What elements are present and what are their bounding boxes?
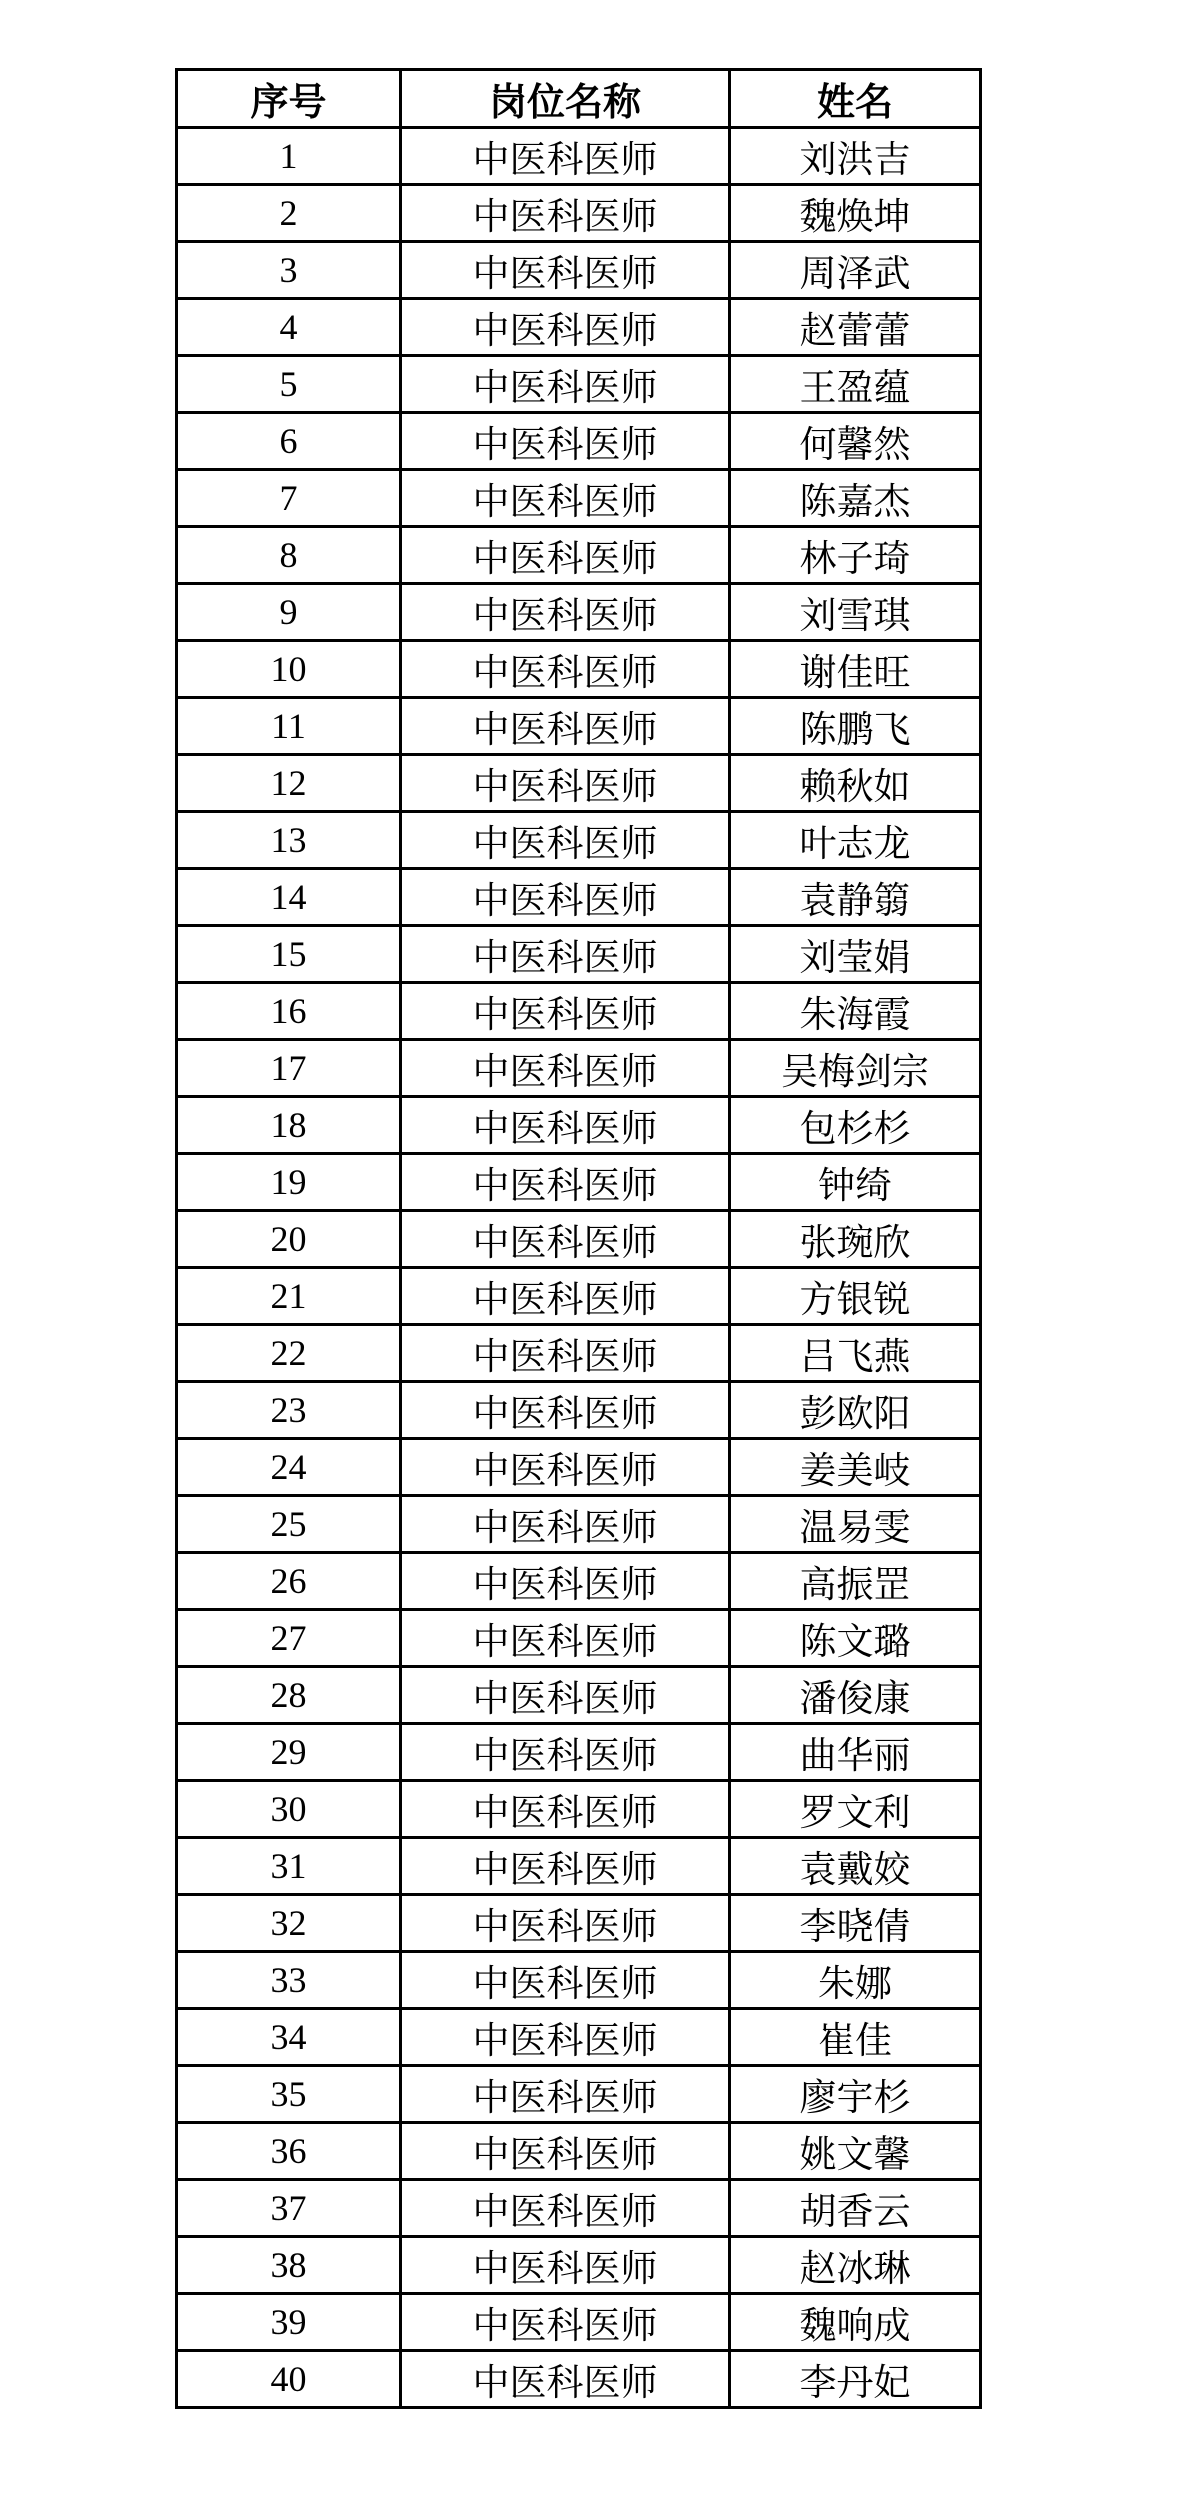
- row-position-cell: 中医科医师: [401, 2009, 730, 2066]
- row-name-cell: 曲华丽: [730, 1724, 981, 1781]
- row-position-cell: 中医科医师: [401, 1952, 730, 2009]
- row-seq-cell: 5: [177, 356, 401, 413]
- row-seq-cell: 1: [177, 128, 401, 185]
- row-seq-cell: 39: [177, 2294, 401, 2351]
- row-name-cell: 袁静篛: [730, 869, 981, 926]
- table-row: [177, 983, 981, 1040]
- table-row: [177, 1724, 981, 1781]
- row-seq-cell: 25: [177, 1496, 401, 1553]
- table-row: [177, 812, 981, 869]
- table-row: [177, 584, 981, 641]
- table-row: [177, 1667, 981, 1724]
- row-name-cell: 李晓倩: [730, 1895, 981, 1952]
- table-row: [177, 755, 981, 812]
- row-name-cell: 刘洪吉: [730, 128, 981, 185]
- table-row: [177, 2009, 981, 2066]
- row-seq-cell: 16: [177, 983, 401, 1040]
- row-name-cell: 张琬欣: [730, 1211, 981, 1268]
- header-name: 姓名: [730, 70, 981, 128]
- table-row: [177, 1268, 981, 1325]
- table-row: [177, 1211, 981, 1268]
- row-position-cell: 中医科医师: [401, 584, 730, 641]
- row-seq-cell: 10: [177, 641, 401, 698]
- row-seq-cell: 4: [177, 299, 401, 356]
- row-name-cell: 方银锐: [730, 1268, 981, 1325]
- row-seq-cell: 14: [177, 869, 401, 926]
- row-name-cell: 陈文璐: [730, 1610, 981, 1667]
- row-position-cell: 中医科医师: [401, 2294, 730, 2351]
- table-row: [177, 470, 981, 527]
- table-row: [177, 926, 981, 983]
- table-row: [177, 2066, 981, 2123]
- row-position-cell: 中医科医师: [401, 1724, 730, 1781]
- row-name-cell: 廖宇杉: [730, 2066, 981, 2123]
- row-position-cell: 中医科医师: [401, 1325, 730, 1382]
- row-name-cell: 钟绮: [730, 1154, 981, 1211]
- row-position-cell: 中医科医师: [401, 470, 730, 527]
- row-seq-cell: 8: [177, 527, 401, 584]
- row-position-cell: 中医科医师: [401, 926, 730, 983]
- table-row: [177, 2180, 981, 2237]
- row-name-cell: 彭欧阳: [730, 1382, 981, 1439]
- table-row: [177, 242, 981, 299]
- table-row: [177, 1838, 981, 1895]
- table-row: [177, 1097, 981, 1154]
- roster-table: [175, 68, 982, 2409]
- row-seq-cell: 19: [177, 1154, 401, 1211]
- row-seq-cell: 17: [177, 1040, 401, 1097]
- row-seq-cell: 27: [177, 1610, 401, 1667]
- row-seq-cell: 26: [177, 1553, 401, 1610]
- row-name-cell: 陈嘉杰: [730, 470, 981, 527]
- row-position-cell: 中医科医师: [401, 1610, 730, 1667]
- table-row: [177, 1382, 981, 1439]
- row-name-cell: 陈鹏飞: [730, 698, 981, 755]
- row-name-cell: 李丹妃: [730, 2351, 981, 2408]
- row-seq-cell: 40: [177, 2351, 401, 2408]
- row-seq-cell: 36: [177, 2123, 401, 2180]
- row-name-cell: 吕飞燕: [730, 1325, 981, 1382]
- row-position-cell: 中医科医师: [401, 698, 730, 755]
- row-position-cell: 中医科医师: [401, 1667, 730, 1724]
- row-seq-cell: 15: [177, 926, 401, 983]
- table-row: [177, 1553, 981, 1610]
- row-name-cell: 姜美岐: [730, 1439, 981, 1496]
- row-position-cell: 中医科医师: [401, 1838, 730, 1895]
- row-name-cell: 姚文馨: [730, 2123, 981, 2180]
- row-name-cell: 何馨然: [730, 413, 981, 470]
- table-row: [177, 527, 981, 584]
- table-row: [177, 2294, 981, 2351]
- table-row: [177, 299, 981, 356]
- row-name-cell: 魏焕坤: [730, 185, 981, 242]
- row-name-cell: 刘莹娟: [730, 926, 981, 983]
- row-name-cell: 谢佳旺: [730, 641, 981, 698]
- table-row: [177, 1154, 981, 1211]
- header-seq: 序号: [177, 70, 401, 128]
- row-position-cell: 中医科医师: [401, 128, 730, 185]
- row-seq-cell: 9: [177, 584, 401, 641]
- row-seq-cell: 11: [177, 698, 401, 755]
- row-position-cell: 中医科医师: [401, 2123, 730, 2180]
- row-position-cell: 中医科医师: [401, 1553, 730, 1610]
- table-row: [177, 2123, 981, 2180]
- table-row: [177, 1325, 981, 1382]
- row-position-cell: 中医科医师: [401, 242, 730, 299]
- row-name-cell: 包杉杉: [730, 1097, 981, 1154]
- row-name-cell: 胡香云: [730, 2180, 981, 2237]
- table-row: [177, 698, 981, 755]
- row-seq-cell: 31: [177, 1838, 401, 1895]
- row-position-cell: 中医科医师: [401, 356, 730, 413]
- table-row: [177, 1610, 981, 1667]
- row-name-cell: 朱海霞: [730, 983, 981, 1040]
- row-seq-cell: 22: [177, 1325, 401, 1382]
- row-seq-cell: 12: [177, 755, 401, 812]
- table-row: [177, 413, 981, 470]
- row-seq-cell: 28: [177, 1667, 401, 1724]
- table-row: [177, 1781, 981, 1838]
- row-name-cell: 刘雪琪: [730, 584, 981, 641]
- table-body: [177, 128, 981, 2408]
- row-name-cell: 赵蕾蕾: [730, 299, 981, 356]
- table-row: [177, 185, 981, 242]
- row-seq-cell: 35: [177, 2066, 401, 2123]
- row-seq-cell: 34: [177, 2009, 401, 2066]
- row-name-cell: 叶志龙: [730, 812, 981, 869]
- table-row: [177, 1496, 981, 1553]
- row-name-cell: 袁戴姣: [730, 1838, 981, 1895]
- row-seq-cell: 2: [177, 185, 401, 242]
- row-position-cell: 中医科医师: [401, 1382, 730, 1439]
- row-position-cell: 中医科医师: [401, 2237, 730, 2294]
- row-name-cell: 高振罡: [730, 1553, 981, 1610]
- row-position-cell: 中医科医师: [401, 812, 730, 869]
- row-name-cell: 潘俊康: [730, 1667, 981, 1724]
- row-seq-cell: 38: [177, 2237, 401, 2294]
- row-position-cell: 中医科医师: [401, 299, 730, 356]
- row-seq-cell: 3: [177, 242, 401, 299]
- table-row: [177, 1895, 981, 1952]
- table-row: [177, 641, 981, 698]
- table-row: [177, 356, 981, 413]
- row-name-cell: 王盈蕴: [730, 356, 981, 413]
- row-name-cell: 温易雯: [730, 1496, 981, 1553]
- row-name-cell: 林子琦: [730, 527, 981, 584]
- row-position-cell: 中医科医师: [401, 2180, 730, 2237]
- row-seq-cell: 30: [177, 1781, 401, 1838]
- table-row: [177, 1040, 981, 1097]
- row-position-cell: 中医科医师: [401, 1268, 730, 1325]
- table-row: [177, 1952, 981, 2009]
- table-row: [177, 128, 981, 185]
- row-position-cell: 中医科医师: [401, 983, 730, 1040]
- header-position: 岗位名称: [401, 70, 730, 128]
- row-seq-cell: 24: [177, 1439, 401, 1496]
- row-position-cell: 中医科医师: [401, 1097, 730, 1154]
- row-position-cell: 中医科医师: [401, 641, 730, 698]
- row-position-cell: 中医科医师: [401, 869, 730, 926]
- row-position-cell: 中医科医师: [401, 2066, 730, 2123]
- row-name-cell: 罗文利: [730, 1781, 981, 1838]
- table-header: [177, 70, 981, 128]
- row-position-cell: 中医科医师: [401, 1496, 730, 1553]
- row-seq-cell: 18: [177, 1097, 401, 1154]
- row-position-cell: 中医科医师: [401, 2351, 730, 2408]
- header-row: [177, 70, 981, 128]
- row-position-cell: 中医科医师: [401, 755, 730, 812]
- row-seq-cell: 23: [177, 1382, 401, 1439]
- row-seq-cell: 32: [177, 1895, 401, 1952]
- row-position-cell: 中医科医师: [401, 1211, 730, 1268]
- row-seq-cell: 6: [177, 413, 401, 470]
- row-seq-cell: 37: [177, 2180, 401, 2237]
- row-name-cell: 赖秋如: [730, 755, 981, 812]
- row-position-cell: 中医科医师: [401, 185, 730, 242]
- row-seq-cell: 13: [177, 812, 401, 869]
- row-name-cell: 吴梅剑宗: [730, 1040, 981, 1097]
- row-position-cell: 中医科医师: [401, 1439, 730, 1496]
- row-name-cell: 赵冰琳: [730, 2237, 981, 2294]
- table-row: [177, 1439, 981, 1496]
- row-seq-cell: 20: [177, 1211, 401, 1268]
- row-position-cell: 中医科医师: [401, 413, 730, 470]
- row-position-cell: 中医科医师: [401, 527, 730, 584]
- table-row: [177, 2237, 981, 2294]
- table-row: [177, 2351, 981, 2408]
- row-seq-cell: 33: [177, 1952, 401, 2009]
- row-seq-cell: 7: [177, 470, 401, 527]
- row-seq-cell: 29: [177, 1724, 401, 1781]
- row-name-cell: 朱娜: [730, 1952, 981, 2009]
- row-seq-cell: 21: [177, 1268, 401, 1325]
- row-position-cell: 中医科医师: [401, 1040, 730, 1097]
- table-row: [177, 869, 981, 926]
- row-name-cell: 崔佳: [730, 2009, 981, 2066]
- row-name-cell: 周泽武: [730, 242, 981, 299]
- row-position-cell: 中医科医师: [401, 1154, 730, 1211]
- row-position-cell: 中医科医师: [401, 1895, 730, 1952]
- row-position-cell: 中医科医师: [401, 1781, 730, 1838]
- row-name-cell: 魏响成: [730, 2294, 981, 2351]
